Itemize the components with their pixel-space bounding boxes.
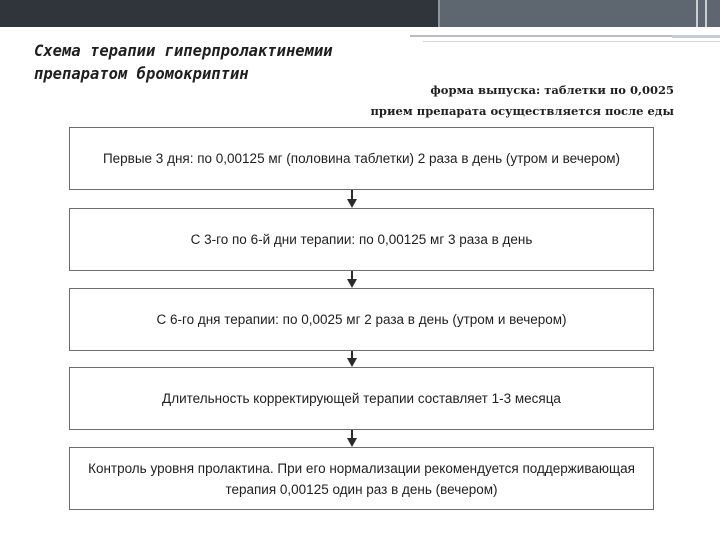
release-info: [370, 80, 674, 122]
arrow-down-icon: [347, 279, 357, 288]
intake-note-text: прием препарата осуществляется после еды: [370, 104, 674, 118]
therapy-step-text: С 3-го по 6-й дни терапии: по 0,00125 мг 3 раза в день: [190, 232, 533, 247]
arrow-down-icon: [347, 199, 357, 208]
top-decor-separator: [438, 0, 440, 27]
therapy-step-text: Первые 3 дня: по 0,00125 мг (половина таблетки) 2 раза в день (утром и вечером): [102, 151, 621, 166]
therapy-step-text: Контроль уровня пролактина. При его нормализации рекомендуется поддерживающая терапия 0,00125 один раз в день (вечером): [88, 460, 635, 497]
therapy-step-box: [69, 367, 654, 430]
therapy-step-box: [69, 288, 654, 351]
slide-title: [34, 40, 424, 86]
therapy-step-text: Длительность корректирующей терапии составляет 1-3 месяца: [162, 391, 561, 406]
top-decor-bar-dark: [0, 0, 440, 27]
decor-rule: [410, 35, 672, 37]
slide-title-line: препаратом бромокриптин: [34, 65, 249, 83]
top-decor-mark: [705, 0, 707, 27]
therapy-step-box: [69, 127, 654, 190]
decor-rule: [672, 35, 720, 38]
arrow-down-icon: [347, 358, 357, 367]
top-decor-mark: [696, 0, 698, 27]
therapy-step-box: [69, 447, 654, 510]
therapy-step-text: С 6-го дня терапии: по 0,0025 мг 2 раза в день (утром и вечером): [156, 312, 567, 327]
decor-rule: [423, 41, 720, 42]
therapy-step-box: [69, 208, 654, 271]
slide-title-line: Схема терапии гиперпролактинемии: [34, 42, 333, 60]
arrow-down-icon: [347, 438, 357, 447]
release-form-text: форма выпуска: таблетки по 0,0025: [430, 83, 674, 97]
